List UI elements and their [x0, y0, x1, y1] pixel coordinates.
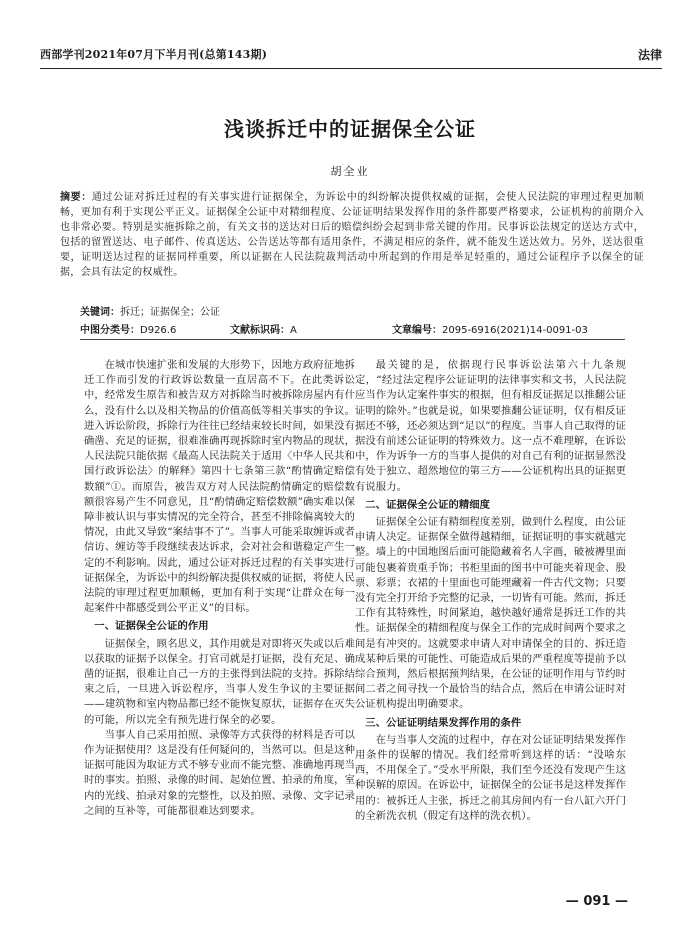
- article-title: 浅谈拆迁中的证据保全公证: [224, 117, 476, 141]
- section-heading: 一、证据保全公证的作用: [94, 620, 209, 633]
- paragraph: 在与当事人交流的过程中，存在对公证证明结果发挥作用条件的误解的情况。我们经常听到这样的话：“没啥东西，不用保全了。”受水平所限，我们至今还没有发现产生这种误解的原因。在诉讼中，证据保全的公证书是这样发挥作用的：被拆迁人主张，拆迁之前其房间内有一台八缸六开门的全新洗衣机（假定有这样的洗衣机）。: [355, 733, 626, 822]
- abstract-text: 通过公证对拆迁过程的有关事实进行证据保全，为诉讼中的纠纷解决提供权威的证据，会使人民法院的审理过程更加顺畅，更加有利于实现公平正义。证据保全公证中对精细程度、公证证明结果发挥作用的条件都要严格要求，公证机构的前期介入也非常必要。特别是实施拆除之前，有关文书的送达对日后的赔偿纠纷会起到非常关键的作用。民事诉讼法规定的送达方式中，包括的留置送达、电子邮件、传真送达、公告送达等都有适用条件，不满足相应的条件，就不能发生送达效力。另外，送达很重要，证明送达过程的证据同样重要，所以证据在人民法院裁判活动中所起到的作用是举足轻重的，通过公证程序予以保全的证据，会具有法定的权威性。: [60, 192, 644, 278]
- right-column: [355, 358, 626, 824]
- section-heading: 二、证据保全公证的精细度: [365, 498, 491, 511]
- keywords-text: 拆迁；证据保全；公证: [120, 307, 220, 318]
- paragraph: 最关键的是，依据现行民事诉讼法第六十九条规定，“经过法定程序公证证明的法律事实和文书，人民法院应当作为认定案件事实的根据，但有相反证据足以推翻公证证明的除外。”也就是说，如果要推翻公证证明，仅有相反证据还不够，还必须达到“足以”的程度。当事人自己取得的证据没有前述公证证明的特殊效力。这一点不难理解，在诉讼中，作为诉争一方的当事人提供的对自己有利的证据显然没有处于独立、超然地位的第三方——公证机构出具的证据更有说服力。: [355, 359, 626, 493]
- keywords-label: 关键词：: [80, 307, 120, 318]
- paragraph: 当事人自己采用拍照、录像等方式获得的材料是否可以作为证据使用？这是没有任何疑问的，当然可以。但是这种证据可能因为取证方式不够专业而不能完整、准确地再现当时的事实。拍照、录像的时间、起始位置、拍录的角度，室内的光线、拍录对象的完整性，以及拍照、录像、文字记录之间的互补等，可能都很难达到要求。: [84, 728, 355, 817]
- paragraph: 证据保全公证有精细程度差别，做到什么程度，由公证申请人决定。证据保全做得越精细，证据证明的事实就越完整。墙上的中国地图后面可能隐藏着名人字画，破被褥里面可能包裹着贵重手饰；书柜里面的图书中可能夹着现金、股票、彩票；衣裙的十里面也可能埋藏着一件古代文物；只要没有完全打开给予完整的记录，一切皆有可能。然而，拆迁工作有其特殊性，时间紧迫，越快越好通常是拆迁工作的共性。证据保全的精细程度与保全工作的完成时间两个要求之间是有冲突的。这就要求申请人对申请保全的目的、拆迁造成某种后果的可能性、可能造成后果的严重程度等提前予以综合预判，然后根据预判结果，在公证的证明作用与节约时间二者之间寻找一个最恰当的结合点，然后在申请公证时对公证机构提出明确要求。: [355, 516, 626, 711]
- header-divider: [80, 339, 625, 340]
- paragraph: 在城市快速扩张和发展的大形势下，因地方政府征地拆迁工作而引发的行政诉讼数量一直居高不下。在此类诉讼中，经常发生原告和被告双方对拆除当时被拆除房屋内有什么，没有什么以及相关物品的价值高低等相关事实的争议。进入诉讼阶段，拆除行为往往已经结束较长时间，如果没有确凿、充足的证据，很难准确再现拆除时室内物品的现状，人民法院只能依据《最高人民法院关于适用〈中华人民共和国行政诉讼法〉的解释》第四十七条第三款“酌情确定赔偿数额”①。而原告，被告双方对人民法院酌情确定的赔偿数额很容易产生不同意见，且“酌情确定赔偿数额”确实难以保障非被认识与事实情况的完全符合，甚至不排除偏离较大的情况，由此又导致“案结事不了”。当事人可能采取缠诉或者信访、缠访等手段继续表达诉求，会对社会和谐稳定产生一定的不利影响。因此，通过公证对拆迁过程的有关事实进行证据保全，为诉讼中的纠纷解决提供权威的证据，将使人民法院的审理过程更加顺畅，更加有利于实现“让群众在每一起案件中都感受到公平正义”的目标。: [84, 359, 355, 615]
- abstract: [60, 190, 644, 280]
- running-header: [40, 44, 662, 69]
- article-author: 胡全业: [330, 165, 370, 178]
- article-number: 文章编号：2095-6916(2021)14-0091-03: [392, 325, 588, 336]
- abstract-label: 摘要：: [60, 192, 92, 203]
- section-name: 法律: [637, 48, 662, 62]
- journal-name: 西部学刊2021年07月下半月刊(总第143期): [40, 48, 268, 61]
- left-column: [84, 358, 355, 819]
- clc-number: 中图分类号：D926.6: [80, 325, 177, 336]
- paragraph: 证据保全，顾名思义，其作用就是对即将灭失或以后难以获取的证据予以保全。打官司就是打证据，没有充足、确凿的证据，很难让自己一方的主张得到法院的支持。拆除结束之后，一旦进入诉讼程序，当事人发生争议的主要证据——建筑物和室内物品都已经不能恢复原状，证据存在灭失的可能，所以完全有预先进行保全的必要。: [84, 637, 355, 726]
- keywords: [80, 303, 220, 318]
- document-code: 文献标识码：A: [230, 325, 297, 336]
- section-heading: 三、公证证明结果发挥作用的条件: [365, 716, 522, 729]
- page-number: — 091 —: [565, 894, 628, 909]
